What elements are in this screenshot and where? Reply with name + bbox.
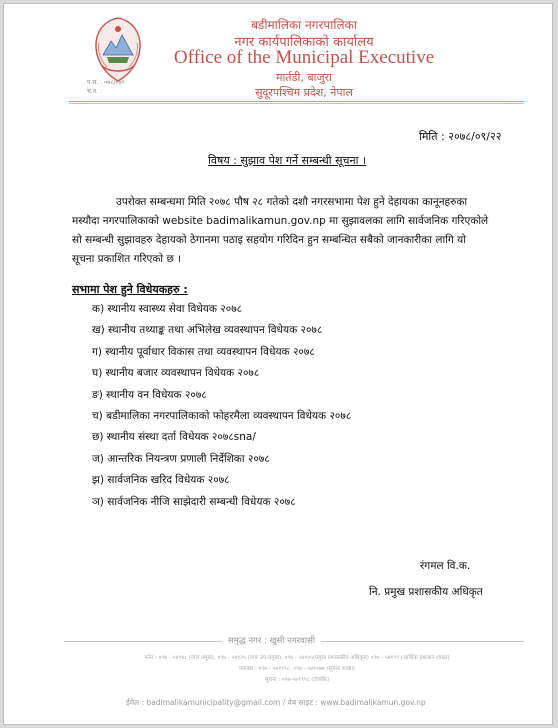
bills-list-heading: सभामा पेश हुने विधेयकहरु : bbox=[72, 283, 188, 296]
list-item: ङ) स्थानीय वन विधेयक २०७८ bbox=[92, 388, 207, 401]
office-location: मार्तडी, बाजुरा bbox=[275, 71, 333, 84]
reference-cn: च.न. : bbox=[87, 88, 102, 95]
list-item: झ) सार्वजनिक खरिद विधेयक २०७८ bbox=[92, 474, 230, 487]
office-name-english: Office of the Municipal Executive bbox=[173, 47, 435, 68]
list-item: ग) स्थानीय पूर्वाधार विकास तथा व्यवस्थापन विधेयक २०७८ bbox=[92, 345, 315, 358]
signatory-name: रंगमल वि.क. bbox=[420, 560, 471, 572]
municipality-name: बडीमालिका नगरपालिका bbox=[251, 18, 357, 32]
footer-email-website: ईमेल : badimalikamunicipality@gmail.com / वेब साइट : www.badimalikamun.gov.np bbox=[126, 698, 426, 707]
list-item: घ) स्थानीय बजार व्यवस्थापन विधेयक २०७८ bbox=[92, 367, 260, 380]
list-item: ख) स्थानीय तथ्याङ्क तथा अभिलेख व्यवस्थापन विधेयक २०७८ bbox=[92, 324, 323, 337]
letter-subject: विषय : सुझाव पेश गर्ने सम्बन्धी सूचना । bbox=[208, 154, 367, 167]
list-item: क) स्थानीय स्वास्थ्य सेवा विधेयक २०७८ bbox=[92, 303, 243, 315]
header-divider bbox=[69, 101, 524, 102]
bills-list bbox=[92, 301, 351, 515]
office-name-nepali: नगर कार्यपालिकाको कार्यालय bbox=[234, 35, 374, 50]
footer-slogan: समृद्ध नगर : खुसी नगरवासी bbox=[222, 635, 321, 646]
office-province: सुदूरपश्चिम प्रदेश, नेपाल bbox=[255, 86, 353, 99]
body-line: सो सम्बन्धी सुझावहरु देहायको ठेगानमा पठाइ सहयोग गरिदिन हुन सम्बन्धित सबैको जानकारीका लागि यो bbox=[72, 234, 466, 246]
body-line: उपरोक्त सम्बन्धमा मिति २०७८ पौष २८ गतेको दशौ नगरसभामा पेश हुने देहायका कानूनहरुका bbox=[116, 196, 468, 208]
letter-date: मिति : २०७८/०९/२२ bbox=[419, 130, 502, 143]
body-line: मस्यौदा नगरपालिकाको website badimalikamun.gov.np मा सुझावलका लागि सार्वजनिक गरिएकोले bbox=[72, 215, 489, 227]
letter-body bbox=[72, 193, 517, 269]
reference-numbers bbox=[87, 78, 125, 96]
list-item: छ) स्थानीय संस्था दर्ता विधेयक २०७८sna/ bbox=[92, 431, 256, 444]
letter-page bbox=[3, 3, 553, 725]
list-item: ञ) सार्वजनिक नीजि साझेदारी सम्बन्धी विधेयक २०७८ bbox=[92, 495, 296, 508]
contact-phone: फोन : ०९७ - ५४१४८ (नगर प्रमुख), ०९७ - ५४१२५ (नगर उप-प्रमुख), ०९७ - ५४१०५(प्रमुख प्रशासकीय अधिकृत) ०९७ - ५४१९९ (आर्थिक प्रशासन शाखा) bbox=[144, 655, 450, 661]
reference-ps: प.स. : ०७८/०७९ bbox=[87, 79, 125, 86]
contact-fax: फ्याक्स : ०९७ - ५४१९९८, ०९७ - ५४१०७७ (सूचना शाखा) bbox=[238, 666, 356, 672]
contact-tollfree: सूचना : ०९७-५४१९९८ (टोलफ्रि) bbox=[264, 677, 330, 683]
nepal-emblem-icon bbox=[89, 15, 147, 87]
body-line: सूचना प्रकाशित गरिएको छ । bbox=[72, 253, 182, 265]
list-item: ज) आन्तरिक नियन्त्रण प्रणाली निर्देशिका २०७८ bbox=[92, 452, 270, 465]
header-divider-thin bbox=[69, 103, 524, 104]
list-item: च) बडीमालिका नगरपालिकाको फोहरमैला व्यवस्थापन विधेयक २०७८ bbox=[92, 409, 352, 422]
signatory-title: नि. प्रमुख प्रशासकीय अधिकृत bbox=[369, 586, 483, 598]
footer-contacts bbox=[82, 653, 512, 686]
